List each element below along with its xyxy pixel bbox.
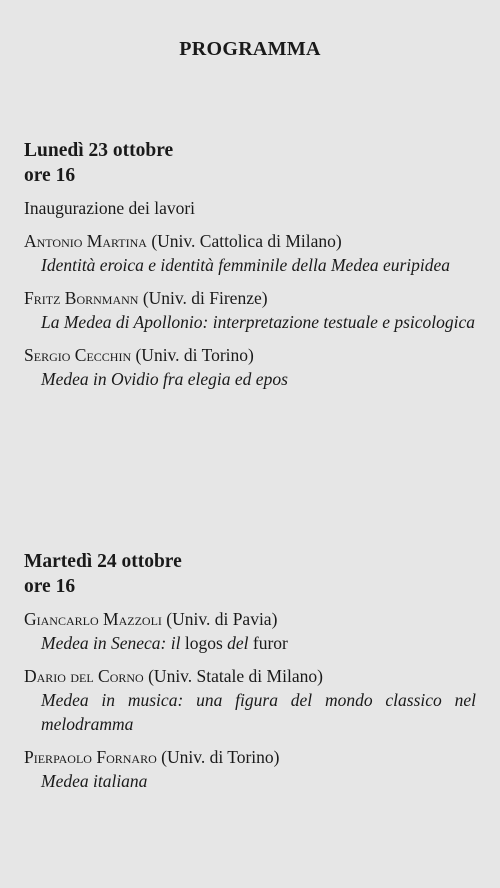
- speaker-name: Fritz Bornmann: [24, 288, 139, 308]
- day-time: ore 16: [24, 576, 76, 597]
- speaker-name: Antonio Martina: [24, 231, 147, 251]
- talk-title: La Medea di Apollonio: interpretazione testuale e psicologica: [41, 312, 476, 332]
- talk-entry: [24, 664, 476, 736]
- talk-title-part: logos: [184, 633, 223, 653]
- day-date: Lunedì 23 ottobre: [24, 140, 174, 161]
- speaker-affiliation: (Univ. Statale di Milano): [148, 666, 323, 686]
- speaker-line: [24, 664, 476, 688]
- speaker-line: [24, 286, 476, 310]
- talk-title-part: del: [222, 633, 253, 653]
- speaker-name: Dario del Corno: [24, 666, 144, 686]
- day-time: ore 16: [24, 165, 76, 186]
- speaker-affiliation: (Univ. di Pavia): [166, 609, 278, 629]
- talk-title-part: furor: [252, 633, 288, 653]
- speaker-affiliation: (Univ. di Torino): [135, 345, 254, 365]
- talk-title: Medea in musica: una figura del mondo classico nel melodramma: [41, 690, 476, 734]
- talk-title-part: Medea in Seneca: il: [41, 633, 185, 653]
- page-title: PROGRAMMA: [179, 38, 321, 60]
- speaker-affiliation: (Univ. di Torino): [161, 747, 280, 767]
- speaker-line: [24, 607, 476, 631]
- day-section-tuesday: [24, 549, 476, 802]
- speaker-name: Pierpaolo Fornaro: [24, 747, 157, 767]
- speaker-line: [24, 343, 476, 367]
- talk-entry: [24, 745, 476, 793]
- talk-entry: [24, 607, 476, 655]
- opening-session: Inaugurazione dei lavori: [24, 198, 196, 218]
- day-section-monday: [24, 138, 476, 400]
- talk-title: Medea italiana: [41, 771, 148, 791]
- speaker-affiliation: (Univ. di Firenze): [142, 288, 268, 308]
- speaker-affiliation: (Univ. Cattolica di Milano): [151, 231, 342, 251]
- speaker-name: Sergio Cecchin: [24, 345, 132, 365]
- talk-title: [24, 631, 476, 655]
- speaker-name: Giancarlo Mazzoli: [24, 609, 162, 629]
- talk-title: Medea in Ovidio fra elegia ed epos: [41, 369, 288, 389]
- day-date: Martedì 24 ottobre: [24, 551, 182, 572]
- speaker-line: [24, 229, 476, 253]
- talk-title: Identità eroica e identità femminile della Medea euripidea: [41, 255, 451, 275]
- speaker-line: [24, 745, 476, 769]
- talk-entry: [24, 286, 476, 334]
- talk-entry: [24, 343, 476, 391]
- talk-entry: [24, 229, 476, 277]
